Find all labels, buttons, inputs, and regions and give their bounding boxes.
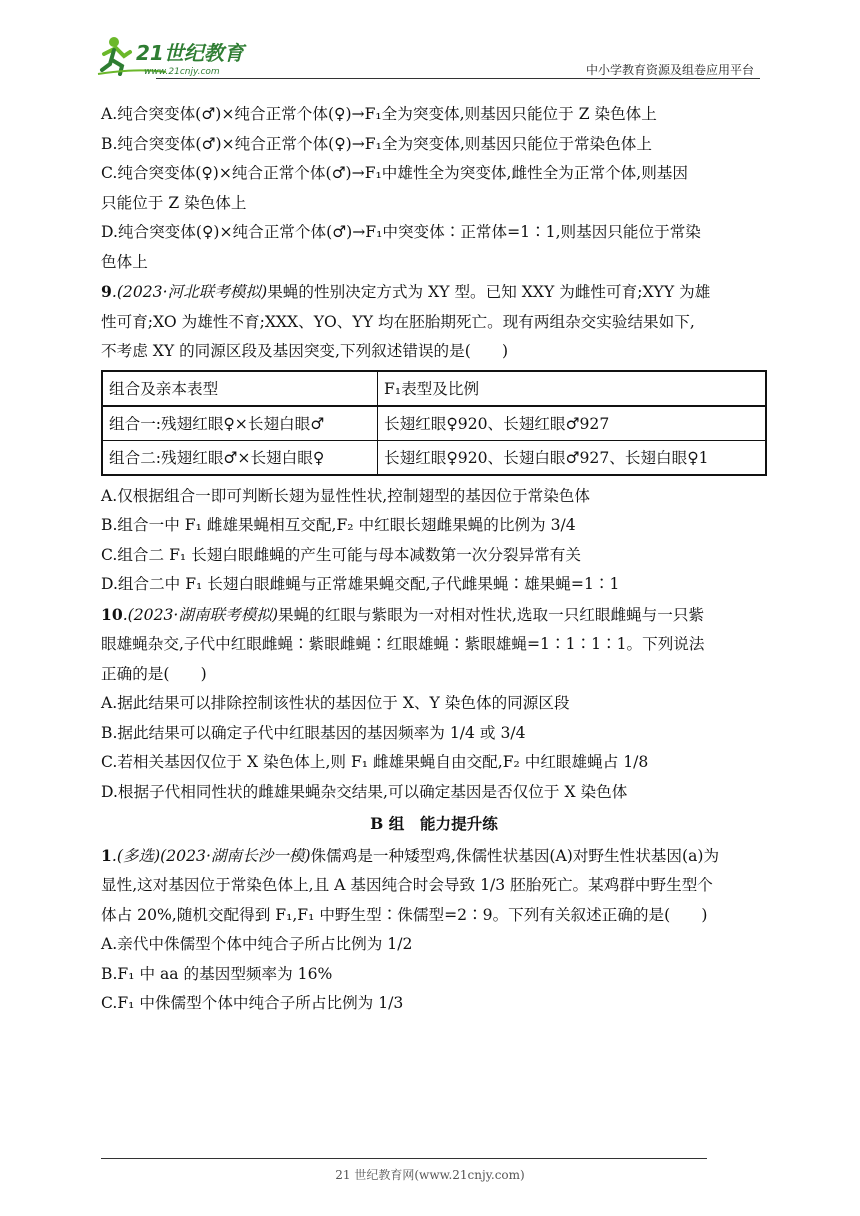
page-header bbox=[96, 34, 760, 80]
q8-option-a: A.纯合突变体(♂)×纯合正常个体(♀)→F₁全为突变体,则基因只能位于 Z 染色体上 bbox=[101, 105, 657, 123]
table-header-cross: 组合及亲本表型 bbox=[102, 371, 378, 406]
q8-option-b: B.纯合突变体(♂)×纯合正常个体(♀)→F₁全为突变体,则基因只能位于常染色体上 bbox=[101, 134, 652, 153]
q10-option-d: D.根据子代相同性状的雌雄果蝇杂交结果,可以确定基因是否仅位于 X 染色体 bbox=[101, 782, 628, 801]
q9-source: .(2023·河北联考模拟) bbox=[111, 283, 268, 301]
q9-option-c: C.组合二 F₁ 长翅白眼雌蝇的产生可能与母本减数第一次分裂异常有关 bbox=[101, 545, 581, 564]
q10-option-c: C.若相关基因仅位于 X 染色体上,则 F₁ 雌雄果蝇自由交配,F₂ 中红眼雄蝇占 1/8 bbox=[101, 753, 649, 771]
footer-divider bbox=[101, 1158, 707, 1159]
q9-stem-line-3: 不考虑 XY 的同源区段及基因突变,下列叙述错误的是( ) bbox=[101, 342, 509, 360]
q10-stem-line-1: 果蝇的红眼与紫眼为一对相对性状,选取一只红眼雌蝇与一只紫 bbox=[278, 605, 705, 624]
section-title: B 组 能力提升练 bbox=[370, 814, 498, 833]
table-row bbox=[102, 440, 766, 475]
platform-name: 中小学教育资源及组卷应用平台 bbox=[585, 63, 754, 77]
q9-option-d: D.组合二中 F₁ 长翅白眼雌蝇与正常雄果蝇交配,子代雌果蝇∶雄果蝇=1∶1 bbox=[101, 575, 620, 593]
table-cell: 组合一:残翅红眼♀×长翅白眼♂ bbox=[102, 406, 378, 441]
table-cell: 长翅红眼♀920、长翅白眼♂927、长翅白眼♀1 bbox=[378, 440, 767, 475]
q10-stem-line-3: 正确的是( ) bbox=[101, 664, 207, 683]
logo-title: 21世纪教育 bbox=[136, 41, 244, 65]
cross-results-table bbox=[101, 370, 767, 476]
b1-option-a: A.亲代中侏儒型个体中纯合子所占比例为 1/2 bbox=[101, 935, 413, 953]
page-content bbox=[101, 100, 767, 1019]
q9-option-a: A.仅根据组合一即可判断长翅为显性性状,控制翅型的基因位于常染色体 bbox=[101, 486, 590, 505]
q10-stem-line-2: 眼雄蝇杂交,子代中红眼雌蝇∶紫眼雌蝇∶红眼雄蝇∶紫眼雄蝇=1∶1∶1∶1。下列说法 bbox=[101, 635, 705, 653]
header-divider bbox=[156, 78, 760, 79]
q9-stem-line-1: 果蝇的性别决定方式为 XY 型。已知 XXY 为雌性可育;XYY 为雄 bbox=[267, 283, 711, 301]
logo-url: www.21cnjy.com bbox=[144, 67, 220, 77]
q9-number: 9 bbox=[101, 282, 112, 301]
table-cell: 组合二:残翅红眼♂×长翅白眼♀ bbox=[102, 440, 378, 475]
b1-stem-line-3: 体占 20%,随机交配得到 F₁,F₁ 中野生型∶侏儒型=2∶9。下列有关叙述正确的是( ) bbox=[101, 905, 708, 924]
site-logo bbox=[96, 34, 266, 78]
q10-stem bbox=[101, 600, 767, 631]
q8-option-c-cont: 只能位于 Z 染色体上 bbox=[101, 193, 247, 212]
q8-option-d-cont: 色体上 bbox=[101, 252, 148, 271]
q9-option-b: B.组合一中 F₁ 雌雄果蝇相互交配,F₂ 中红眼长翅雌果蝇的比例为 3/4 bbox=[101, 516, 576, 534]
b1-source: .(多选)(2023·湖南长沙一模) bbox=[111, 846, 311, 865]
b1-option-b: B.F₁ 中 aa 的基因型频率为 16% bbox=[101, 964, 333, 983]
q10-option-b: B.据此结果可以确定子代中红眼基因的基因频率为 1/4 或 3/4 bbox=[101, 723, 526, 742]
q9-stem bbox=[101, 277, 767, 308]
q9-stem-line-2: 性可育;XO 为雄性不育;XXX、YO、YY 均在胚胎期死亡。现有两组杂交实验结果如下, bbox=[101, 312, 695, 331]
q10-option-a: A.据此结果可以排除控制该性状的基因位于 X、Y 染色体的同源区段 bbox=[101, 694, 570, 712]
table-row bbox=[102, 406, 766, 441]
b1-option-c: C.F₁ 中侏儒型个体中纯合子所占比例为 1/3 bbox=[101, 994, 404, 1012]
q8-option-c: C.纯合突变体(♀)×纯合正常个体(♂)→F₁中雄性全为突变体,雌性全为正常个体,则基因 bbox=[101, 164, 688, 182]
b1-stem-line-1: 侏儒鸡是一种矮型鸡,侏儒性状基因(A)对野生性状基因(a)为 bbox=[310, 846, 720, 865]
q10-source: .(2023·湖南联考模拟) bbox=[122, 605, 279, 624]
table-header-row bbox=[102, 371, 766, 406]
b1-number: 1 bbox=[101, 845, 112, 865]
page-footer: 21 世纪教育网(www.21cnjy.com) bbox=[335, 1168, 525, 1182]
q10-number: 10 bbox=[101, 604, 123, 624]
runner-logo-icon bbox=[96, 34, 266, 78]
table-cell: 长翅红眼♀920、长翅红眼♂927 bbox=[378, 406, 767, 441]
table-header-f1: F₁表型及比例 bbox=[378, 371, 767, 406]
q8-option-d: D.纯合突变体(♀)×纯合正常个体(♂)→F₁中突变体∶正常体=1∶1,则基因只能位于常染 bbox=[101, 223, 701, 241]
b1-stem bbox=[101, 841, 767, 872]
b1-stem-line-2: 显性,这对基因位于常染色体上,且 A 基因纯合时会导致 1/3 胚胎死亡。某鸡群中野生型个 bbox=[101, 876, 713, 894]
